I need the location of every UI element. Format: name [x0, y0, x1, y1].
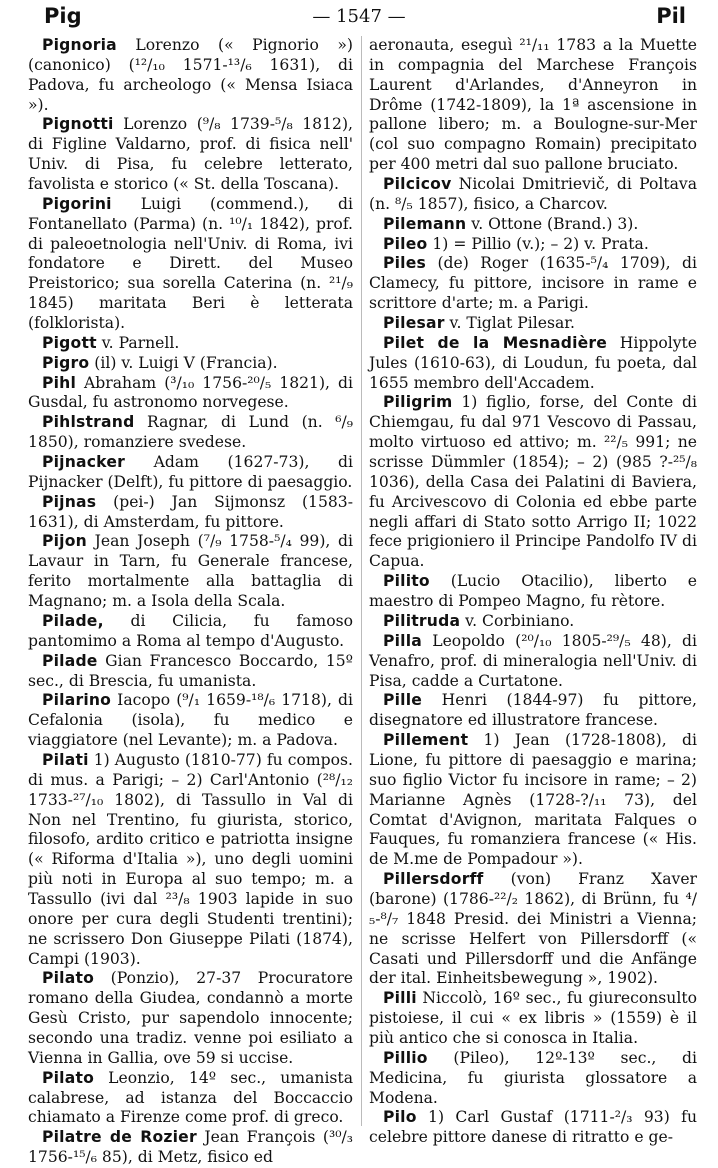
entry-headword: Pilato [42, 969, 95, 988]
entry-text: Jean François (³⁰/₃ 1756-¹⁵/₆ 85), di Metz, fisico ed [28, 1128, 353, 1167]
entry-headword: Pillement [383, 731, 469, 750]
entry-text: Leonzio, 14º sec., umanista calabrese, ad istanza del Boccaccio chiamato a Firenze come prof. di greco. [28, 1068, 353, 1127]
entry-headword: Pilarino [42, 691, 112, 710]
dictionary-entry [28, 453, 353, 493]
entry-text: Luigi (commend.), di Fontanellato (Parma) (n. ¹⁰/₁ 1842), prof. di paleoetnologia nell'Univ. di Roma, ivi fondatore e Dirett. del Museo Preistorico; sua sorella Caterina (n. ²¹/₉ 1845) maritata Beri è letterata (folklorista). [28, 194, 353, 333]
entry-text: (von) Franz Xaver (barone) (1786-²²/₂ 1862), di Brünn, fu ⁴/₅-⁸/₇ 1848 Presid. dei Ministri a Vienna; ne scrisse Helfert von Pillersdorff (« Casati und Pillersdorff und die Anfänge der ital. Einheitsbewegung », 1902). [369, 870, 697, 988]
entry-headword: Pigorini [42, 194, 112, 213]
entry-headword: Pilo [383, 1108, 417, 1127]
dictionary-entry [28, 115, 353, 194]
entry-headword: Pilet de la Mesnadière [383, 333, 608, 352]
entry-text: Henri (1844-97) fu pittore, disegnatore ed illustratore francese. [369, 691, 697, 730]
entry-headword: Pijon [42, 532, 87, 551]
entry-headword: Pillio [383, 1048, 428, 1067]
dictionary-entry [28, 691, 353, 751]
dictionary-entry [369, 254, 697, 314]
entry-headword: Pihl [42, 373, 77, 392]
dictionary-entry [369, 334, 697, 394]
entry-headword: Pijnacker [42, 453, 126, 472]
dictionary-entry [28, 969, 353, 1068]
right-column [369, 36, 698, 1147]
entry-headword: Pilcicov [383, 175, 452, 194]
entry-headword: Pilitruda [383, 611, 461, 630]
entry-headword: Pihlstrand [42, 413, 135, 432]
entry-text: Ragnar, di Lund (n. ⁶/₉ 1850), romanziere svedese. [28, 413, 353, 452]
header-left-guideword: Pig [44, 4, 82, 28]
entry-headword: Pilatre de Rozier [42, 1128, 197, 1147]
entry-headword: Pigott [42, 333, 97, 352]
entry-text: 1) Carl Gustaf (1711-²/₃ 93) fu celebre pittore danese di ritratto e ge- [369, 1108, 697, 1147]
entry-text: 1) figlio, forse, del Conte di Chiemgau, fu dal 971 Vescovo di Passau, molto virtuoso ed attivo; m. ²²/₅ 991; ne scrisse Dümmler (1854); – 2) (985 ?-²⁵/₈ 1036), della Casa dei Palatini di Baviera, fu Arcivescovo di Colonia ed ebbe parte negli affari di Stato sotto Arrigo II; 1022 fece prigioniero il Principe Pandolfo IV di Capua. [369, 393, 697, 571]
entry-headword: Piligrim [383, 393, 453, 412]
dictionary-entry [28, 36, 353, 115]
entry-headword: Pileo [383, 234, 428, 253]
dictionary-entry [369, 36, 697, 175]
dictionary-entry [28, 1069, 353, 1129]
entry-text: v. Parnell. [96, 333, 180, 352]
entry-text: (Lucio Otacilio), liberto e maestro di Pompeo Magno, fu rètore. [369, 572, 697, 611]
dictionary-entry [28, 1128, 353, 1168]
left-column [28, 36, 353, 1167]
entry-headword: Pilade, [42, 611, 104, 630]
dictionary-entry [28, 354, 353, 374]
entry-text: (Ponzio), 27-37 Procuratore romano della Giudea, condannò a morte Gesù Cristo, pur sapendolo innocente; secondo una tradiz. venne poi esiliato a Vienna in Gallia, ove 59 si uccise. [28, 969, 353, 1067]
entry-headword: Pilemann [383, 214, 467, 233]
entry-text: Iacopo (⁹/₁ 1659-¹⁸/₆ 1718), di Cefalonia (isola), fu medico e viaggiatore (nel Levante); m. a Padova. [28, 691, 353, 750]
entry-text: (pei-) Jan Sijmonsz (1583-1631), di Amsterdam, fu pittore. [28, 492, 353, 531]
dictionary-entry [28, 413, 353, 453]
entry-text: Adam (1627-73), di Pijnacker (Delft), fu pittore di paesaggio. [28, 453, 353, 491]
dictionary-entry [369, 393, 697, 572]
entry-text: Jean Joseph (⁷/₉ 1758-⁵/₄ 99), di Lavaur in Tarn, fu Generale francese, ferito mortalmente alla battaglia di Magnano; m. a Isola della Scala. [28, 532, 353, 611]
entry-text: Hippolyte Jules (1610-63), di Loudun, fu poeta, dal 1655 membro dell'Accadem. [369, 333, 698, 392]
entry-text: v. Corbiniano. [460, 611, 575, 630]
dictionary-entry [369, 612, 697, 632]
entry-text: Abraham (³/₁₀ 1756-²⁰/₅ 1821), di Gusdal, fu astronomo norvegese. [28, 373, 353, 412]
entry-text: di Cilicia, fu famoso pantomimo a Roma al tempo d'Augusto. [28, 611, 353, 650]
entry-headword: Pilesar [383, 314, 445, 333]
entry-text: 1) = Pillio (v.); – 2) v. Prata. [427, 234, 649, 253]
dictionary-entry [28, 652, 353, 692]
entry-headword: Pigro [42, 353, 90, 372]
entry-text: Lorenzo (« Pignorio ») (canonico) (¹²/₁₀ 1571-¹³/₆ 1631), di Padova, fu archeologo (« Mensa Isiaca »). [28, 36, 353, 114]
dictionary-entry [28, 195, 353, 334]
entry-text: v. Tiglat Pilesar. [444, 314, 575, 333]
entry-text: (il) v. Luigi V (Francia). [89, 353, 278, 372]
dictionary-entry [369, 1049, 697, 1109]
entry-headword: Pijnas [42, 492, 97, 511]
entry-headword: Pilato [42, 1068, 95, 1087]
dictionary-entry [369, 314, 697, 334]
dictionary-entry [369, 215, 697, 235]
dictionary-entry [369, 989, 697, 1049]
entry-text: (de) Roger (1635-⁵/₄ 1709), di Clamecy, fu pittore, incisore in rame e scrittore d'arte; m. a Parigi. [369, 254, 697, 313]
entry-headword: Pignotti [42, 115, 114, 134]
dictionary-entry [369, 691, 697, 731]
entry-headword: Pignoria [42, 36, 117, 54]
page-header [0, 2, 718, 32]
entry-headword: Pilati [42, 750, 89, 769]
dictionary-entry [28, 612, 353, 652]
entry-text: Niccolò, 16º sec., fu giureconsulto pistoiese, il cui « ex libris » (1559) è il più antico che si conosca in Italia. [369, 989, 697, 1047]
entry-headword: Pilito [383, 572, 430, 591]
entry-headword: Pilli [383, 989, 417, 1008]
entry-text: aeronauta, eseguì ²¹/₁₁ 1783 a la Muette in compagnia del Marchese François Laurent d'Arlandes, d'Anneyron in Drôme (1742-1809), la 1ª ascensione in pallone libero; m. a Boulogne-sur-Mer (col suo compagno Romain) precipitato per 400 metri dal suo pallone bruciato. [369, 36, 697, 174]
dictionary-entry [369, 870, 697, 989]
dictionary-entry [369, 1108, 697, 1148]
dictionary-entry [28, 532, 353, 611]
entry-text: (Pileo), 12º-13º sec., di Medicina, fu giurista glossatore a Modena. [369, 1048, 697, 1107]
entry-text: 1) Augusto (1810-77) fu compos. di mus. a Parigi; – 2) Carl'Antonio (²⁸/₁₂ 1733-²⁷/₁₀ 1802), di Tassullo in Val di Non nel Trentino, fu giurista, storico, filosofo, ardito critico e patriotta insigne (« Riforma d'Italia »), uno degli uomini più noti in Europa al suo tempo; m. a Tassullo (ivi dal ²³/₈ 1903 lapide in suo onore per cura degli Studenti trentini); ne scrissero Don Giuseppe Pilati (1874), Campi (1903). [28, 750, 353, 968]
entry-text: Leopoldo (²⁰/₁₀ 1805-²⁹/₅ 48), di Venafro, prof. di mineralogia nell'Univ. di Pisa, cadde a Curtatone. [369, 631, 697, 690]
dictionary-entry [28, 751, 353, 969]
entry-text: v. Ottone (Brand.) 3). [466, 214, 639, 233]
entry-headword: Pillersdorff [383, 870, 484, 889]
entry-text: Lorenzo (⁹/₈ 1739-⁵/₈ 1812), di Figline Valdarno, prof. di fisica nell' Univ. di Pisa, fu celebre letterato, favolista e storico (« St. della Toscana). [28, 115, 353, 194]
entry-headword: Pilade [42, 651, 98, 670]
dictionary-entry [28, 334, 353, 354]
column-divider [361, 36, 362, 1126]
entry-text: 1) Jean (1728-1808), di Lione, fu pittore di paesaggio e marina; suo figlio Victor fu incisore in rame; – 2) Marianne Agnès (1728-?/₁₁ 73), del Comtat d'Avignon, maritata Falques o Fauques, fu romanziera francese (« His. de M.me de Pompadour »). [369, 731, 697, 869]
dictionary-entry [369, 632, 697, 692]
dictionary-entry [369, 175, 697, 215]
header-right-guideword: Pil [656, 4, 686, 28]
page-number: — 1547 — [312, 6, 406, 27]
dictionary-entry [369, 235, 697, 255]
entry-headword: Piles [383, 254, 426, 273]
entry-headword: Pilla [383, 631, 422, 650]
entry-headword: Pille [383, 691, 423, 710]
dictionary-entry [369, 572, 697, 612]
dictionary-entry [28, 374, 353, 414]
dictionary-entry [369, 731, 697, 870]
dictionary-entry [28, 493, 353, 533]
entry-text: Gian Francesco Boccardo, 15º sec., di Brescia, fu umanista. [28, 651, 353, 690]
entry-text: Nicolai Dmitrievič, di Poltava (n. ⁸/₅ 1857), fisico, a Charcov. [369, 175, 697, 213]
